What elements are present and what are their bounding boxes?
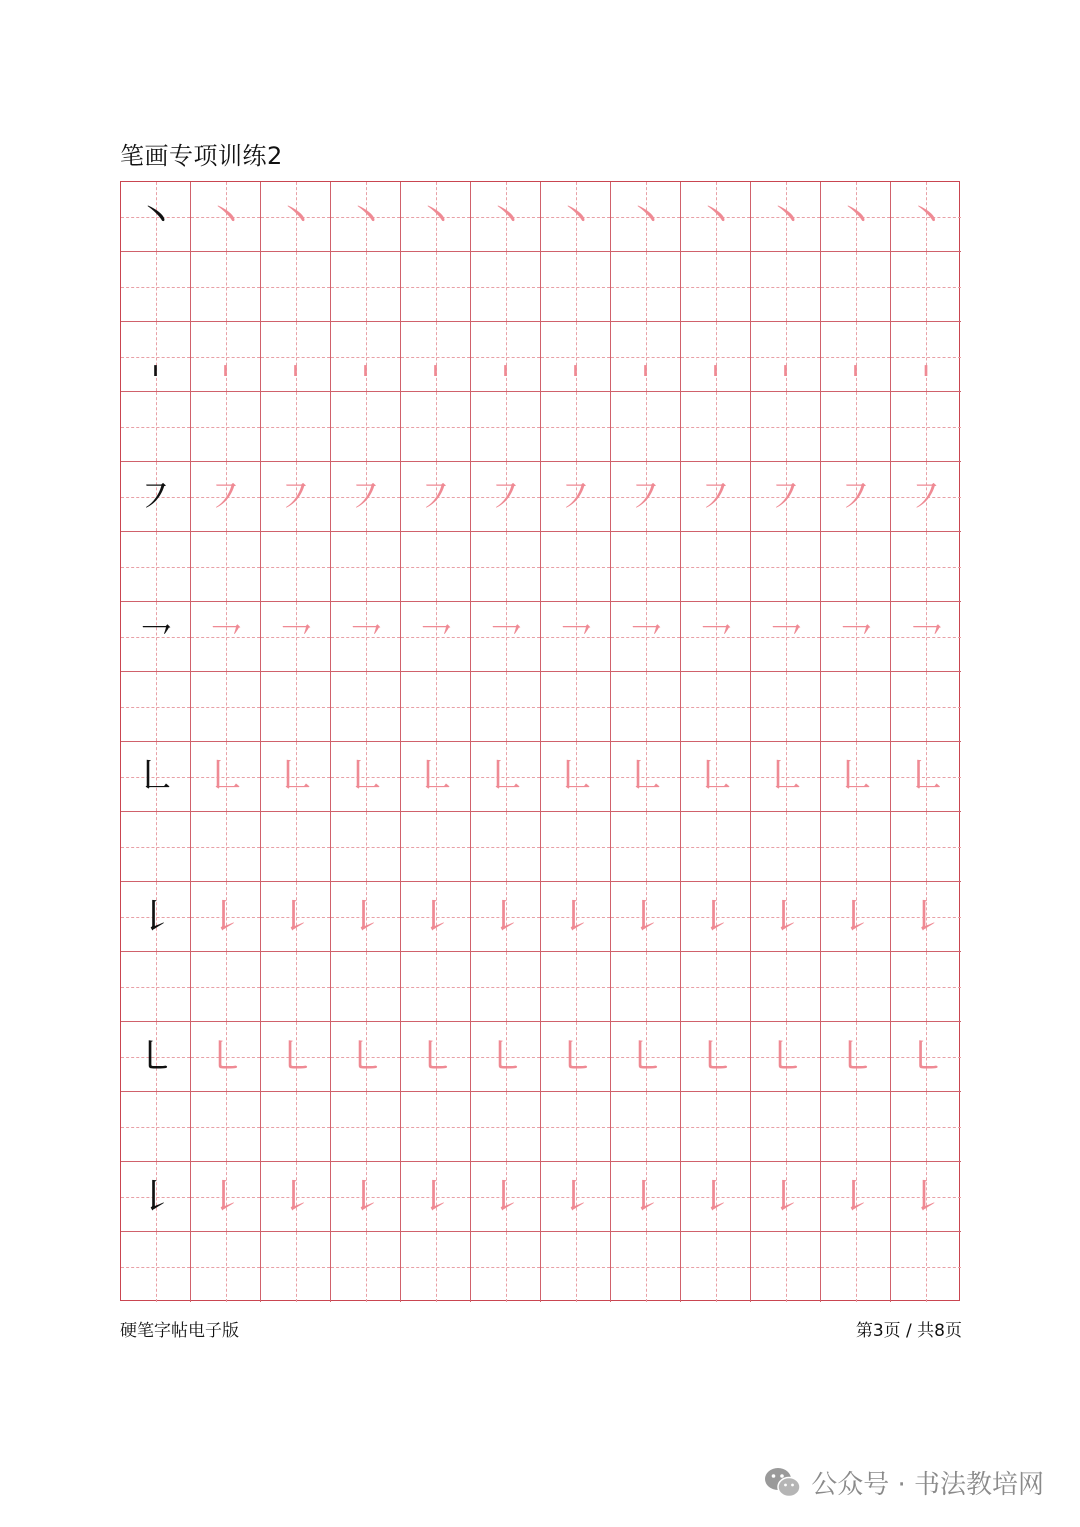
grid-cell <box>471 322 541 392</box>
grid-cell <box>401 602 471 672</box>
grid-cell <box>261 812 331 882</box>
trace-stroke: ㇗ <box>555 753 596 800</box>
trace-stroke: ㇇ <box>205 473 246 520</box>
trace-stroke: ㇔ <box>345 193 386 240</box>
grid-cell <box>751 952 821 1022</box>
grid-cell <box>191 882 261 952</box>
trace-stroke: ˌ <box>570 333 581 380</box>
grid-cell <box>611 1162 681 1232</box>
grid-cell <box>401 672 471 742</box>
grid-cell <box>821 392 891 462</box>
trace-stroke: ㇔ <box>415 193 456 240</box>
grid-cell <box>331 532 401 602</box>
grid-cell <box>891 882 961 952</box>
trace-stroke: ㇇ <box>275 473 316 520</box>
grid-cell <box>191 392 261 462</box>
model-stroke: ㇄ <box>135 1033 176 1080</box>
grid-cell <box>121 1162 191 1232</box>
trace-stroke: ˌ <box>360 333 371 380</box>
page-number: 第3页 / 共8页 <box>855 1321 962 1341</box>
grid-cell <box>121 1022 191 1092</box>
grid-cell <box>471 1162 541 1232</box>
trace-stroke: ㇖ <box>765 613 806 660</box>
grid-cell <box>751 322 821 392</box>
grid-cell <box>191 1022 261 1092</box>
grid-cell <box>751 742 821 812</box>
grid-cell <box>541 532 611 602</box>
grid-cell <box>471 252 541 322</box>
trace-stroke: ㇇ <box>345 473 386 520</box>
grid-cell <box>401 1232 471 1302</box>
trace-stroke: ㇙ <box>625 1173 666 1220</box>
grid-cell <box>121 812 191 882</box>
trace-stroke: ㇙ <box>906 893 946 940</box>
grid-cell <box>121 322 191 392</box>
grid-cell <box>891 532 961 602</box>
trace-stroke: ㇄ <box>695 1033 736 1080</box>
grid-cell <box>401 952 471 1022</box>
grid-cell <box>611 182 681 252</box>
trace-stroke: ㇗ <box>275 753 316 800</box>
trace-stroke: ㇔ <box>835 193 876 240</box>
grid-cell <box>611 1092 681 1162</box>
trace-stroke: ㇗ <box>695 753 736 800</box>
grid-cell <box>331 882 401 952</box>
grid-cell <box>541 1162 611 1232</box>
grid-cell <box>821 672 891 742</box>
grid-cell <box>541 882 611 952</box>
grid-cell <box>261 882 331 952</box>
grid-cell <box>541 252 611 322</box>
grid-cell <box>121 952 191 1022</box>
grid-cell <box>261 1092 331 1162</box>
grid-cell <box>541 392 611 462</box>
grid-cell <box>401 392 471 462</box>
grid-cell <box>681 602 751 672</box>
grid-cell <box>261 532 331 602</box>
trace-stroke: ˌ <box>710 333 721 380</box>
grid-cell <box>681 462 751 532</box>
grid-cell <box>611 1232 681 1302</box>
grid-cell <box>891 462 961 532</box>
grid-cell <box>541 462 611 532</box>
trace-stroke: ㇇ <box>765 473 806 520</box>
grid-cell <box>541 322 611 392</box>
trace-stroke: ㇄ <box>275 1033 316 1080</box>
trace-stroke: ㇖ <box>906 613 946 660</box>
grid-cell <box>261 322 331 392</box>
grid-cell <box>751 1092 821 1162</box>
grid-cell <box>331 812 401 882</box>
watermark-text: 公众号 · 书法教培网 <box>811 1470 1044 1500</box>
grid-cell <box>121 672 191 742</box>
model-stroke: ㇙ <box>135 1173 176 1220</box>
grid-cell <box>121 1232 191 1302</box>
grid-cell <box>541 182 611 252</box>
trace-stroke: ㇔ <box>275 193 316 240</box>
trace-stroke: ㇄ <box>485 1033 526 1080</box>
grid-cell <box>751 532 821 602</box>
grid-cell <box>821 812 891 882</box>
grid-cell <box>121 532 191 602</box>
grid-cell <box>401 322 471 392</box>
trace-stroke: ㇇ <box>906 473 946 520</box>
trace-stroke: ㇗ <box>415 753 456 800</box>
grid-cell <box>401 462 471 532</box>
grid-cell <box>891 812 961 882</box>
trace-stroke: ㇇ <box>835 473 876 520</box>
grid-cell <box>471 812 541 882</box>
trace-stroke: ㇙ <box>345 1173 386 1220</box>
grid-cell <box>611 322 681 392</box>
trace-stroke: ㇖ <box>415 613 456 660</box>
grid-cell <box>191 742 261 812</box>
grid-cell <box>191 252 261 322</box>
grid-cell <box>611 1022 681 1092</box>
trace-stroke: ㇄ <box>765 1033 806 1080</box>
model-stroke: ㇇ <box>135 473 176 520</box>
grid-cell <box>821 1092 891 1162</box>
trace-stroke: ㇙ <box>765 893 806 940</box>
grid-cell <box>751 672 821 742</box>
grid-cell <box>471 882 541 952</box>
trace-stroke: ㇗ <box>205 753 246 800</box>
grid-cell <box>821 1022 891 1092</box>
grid-cell <box>401 812 471 882</box>
grid-cell <box>331 182 401 252</box>
trace-stroke: ㇔ <box>906 193 946 240</box>
grid-cell <box>261 672 331 742</box>
trace-stroke: ㇇ <box>415 473 456 520</box>
grid-cell <box>401 1162 471 1232</box>
grid-cell <box>751 182 821 252</box>
grid-cell <box>331 742 401 812</box>
grid-cell <box>821 1232 891 1302</box>
grid-cell <box>541 1022 611 1092</box>
grid-cell <box>401 742 471 812</box>
grid-cell <box>471 1022 541 1092</box>
trace-stroke: ㇇ <box>695 473 736 520</box>
trace-stroke: ㇙ <box>275 1173 316 1220</box>
trace-stroke: ˌ <box>850 333 861 380</box>
trace-stroke: ㇖ <box>345 613 386 660</box>
grid-cell <box>261 1022 331 1092</box>
trace-stroke: ㇄ <box>205 1033 246 1080</box>
grid-cell <box>891 672 961 742</box>
grid-cell <box>191 182 261 252</box>
grid-cell <box>821 182 891 252</box>
grid-cell <box>751 252 821 322</box>
grid-cell <box>611 882 681 952</box>
grid-cell <box>821 882 891 952</box>
grid-cell <box>681 252 751 322</box>
trace-stroke: ˌ <box>220 333 231 380</box>
grid-cell <box>611 602 681 672</box>
trace-stroke: ㇖ <box>625 613 666 660</box>
grid-cell <box>541 742 611 812</box>
grid-cell <box>611 392 681 462</box>
grid-cell <box>191 1232 261 1302</box>
trace-stroke: ㇖ <box>205 613 246 660</box>
grid-cell <box>751 1232 821 1302</box>
trace-stroke: ㇗ <box>345 753 386 800</box>
page-title: 笔画专项训练2 <box>120 142 283 170</box>
trace-stroke: ㇙ <box>765 1173 806 1220</box>
grid-cell <box>191 1092 261 1162</box>
trace-stroke: ㇔ <box>625 193 666 240</box>
grid-cell <box>191 462 261 532</box>
trace-stroke: ㇙ <box>415 893 456 940</box>
grid-cell <box>541 1232 611 1302</box>
grid-cell <box>331 252 401 322</box>
grid-cell <box>681 1232 751 1302</box>
model-stroke: ㇖ <box>135 613 176 660</box>
grid-cell <box>401 532 471 602</box>
grid-cell <box>891 322 961 392</box>
trace-stroke: ㇖ <box>695 613 736 660</box>
grid-cell <box>471 392 541 462</box>
grid-cell <box>261 602 331 672</box>
model-stroke: ˌ <box>150 333 161 380</box>
grid-cell <box>541 952 611 1022</box>
grid-cell <box>681 882 751 952</box>
footer-title: 硬笔字帖电子版 <box>120 1321 239 1341</box>
trace-stroke: ㇖ <box>485 613 526 660</box>
grid-cell <box>541 602 611 672</box>
trace-stroke: ㇙ <box>695 893 736 940</box>
grid-cell <box>681 672 751 742</box>
trace-stroke: ㇖ <box>555 613 596 660</box>
grid-cell <box>541 812 611 882</box>
grid-cell <box>891 252 961 322</box>
trace-stroke: ㇇ <box>485 473 526 520</box>
grid-cell <box>191 532 261 602</box>
trace-stroke: ㇙ <box>345 893 386 940</box>
trace-stroke: ㇔ <box>555 193 596 240</box>
grid-cell <box>471 1092 541 1162</box>
grid-cell <box>121 252 191 322</box>
grid-cell <box>751 392 821 462</box>
grid-cell <box>681 532 751 602</box>
grid-cell <box>261 1162 331 1232</box>
grid-cell <box>191 1162 261 1232</box>
trace-stroke: ㇄ <box>625 1033 666 1080</box>
trace-stroke: ㇙ <box>555 1173 596 1220</box>
grid-cell <box>611 742 681 812</box>
grid-cell <box>331 1022 401 1092</box>
grid-cell <box>331 1232 401 1302</box>
grid-cell <box>891 952 961 1022</box>
grid-cell <box>611 462 681 532</box>
grid-cell <box>331 392 401 462</box>
grid-cell <box>891 1162 961 1232</box>
trace-stroke: ˌ <box>780 333 791 380</box>
grid-cell <box>191 952 261 1022</box>
grid-cell <box>821 322 891 392</box>
trace-stroke: ㇄ <box>345 1033 386 1080</box>
grid-cell <box>681 742 751 812</box>
trace-stroke: ㇙ <box>695 1173 736 1220</box>
grid-cell <box>821 532 891 602</box>
grid-cell <box>681 952 751 1022</box>
trace-stroke: ㇇ <box>555 473 596 520</box>
grid-cell <box>751 1022 821 1092</box>
grid-cell <box>471 602 541 672</box>
grid-cell <box>401 882 471 952</box>
watermark <box>763 1464 1044 1501</box>
grid-cell <box>681 1092 751 1162</box>
trace-stroke: ㇙ <box>835 893 876 940</box>
trace-stroke: ㇖ <box>835 613 876 660</box>
trace-stroke: ㇔ <box>205 193 246 240</box>
trace-stroke: ㇙ <box>835 1173 876 1220</box>
grid-cell <box>821 952 891 1022</box>
grid-cell <box>331 322 401 392</box>
grid-cell <box>471 462 541 532</box>
grid-cell <box>261 252 331 322</box>
trace-stroke: ㇗ <box>835 753 876 800</box>
grid-cell <box>891 182 961 252</box>
trace-stroke: ㇙ <box>906 1173 946 1220</box>
trace-stroke: ㇙ <box>485 893 526 940</box>
grid-cell <box>471 532 541 602</box>
trace-stroke: ㇙ <box>205 893 246 940</box>
grid-cell <box>821 1162 891 1232</box>
grid-cell <box>261 742 331 812</box>
grid-cell <box>611 812 681 882</box>
grid-cell <box>121 602 191 672</box>
trace-stroke: ㇙ <box>205 1173 246 1220</box>
grid-cell <box>611 532 681 602</box>
grid-cell <box>891 742 961 812</box>
grid-cell <box>121 882 191 952</box>
grid-cell <box>821 252 891 322</box>
grid-cell <box>541 672 611 742</box>
grid-cell <box>821 742 891 812</box>
grid-cell <box>471 1232 541 1302</box>
trace-stroke: ㇔ <box>485 193 526 240</box>
trace-stroke: ㇙ <box>555 893 596 940</box>
trace-stroke: ㇄ <box>906 1033 946 1080</box>
grid-cell <box>121 742 191 812</box>
grid-cell <box>751 1162 821 1232</box>
trace-stroke: ㇔ <box>695 193 736 240</box>
wechat-icon <box>763 1466 803 1500</box>
grid-cell <box>261 462 331 532</box>
grid-cell <box>681 812 751 882</box>
trace-stroke: ㇗ <box>485 753 526 800</box>
model-stroke: ㇙ <box>135 893 176 940</box>
grid-cell <box>681 1022 751 1092</box>
grid-cell <box>471 182 541 252</box>
trace-stroke: ㇙ <box>275 893 316 940</box>
trace-stroke: ㇙ <box>625 893 666 940</box>
grid-cell <box>751 812 821 882</box>
grid-cell <box>331 1162 401 1232</box>
grid-cell <box>891 1092 961 1162</box>
model-stroke: ㇗ <box>135 753 176 800</box>
trace-stroke: ㇄ <box>835 1033 876 1080</box>
trace-stroke: ㇄ <box>555 1033 596 1080</box>
grid-cell <box>891 1022 961 1092</box>
trace-stroke: ˌ <box>290 333 301 380</box>
grid-cell <box>261 952 331 1022</box>
grid-cell <box>331 1092 401 1162</box>
trace-stroke: ㇙ <box>485 1173 526 1220</box>
trace-stroke: ㇗ <box>625 753 666 800</box>
grid-cell <box>611 252 681 322</box>
grid-cell <box>261 1232 331 1302</box>
grid-cell <box>401 182 471 252</box>
grid-cell <box>751 462 821 532</box>
grid-cell <box>121 182 191 252</box>
grid-cell <box>331 672 401 742</box>
grid-cell <box>681 1162 751 1232</box>
grid-cell <box>821 602 891 672</box>
grid-cell <box>751 602 821 672</box>
grid-cell <box>611 952 681 1022</box>
grid-cell <box>681 392 751 462</box>
grid-cell <box>891 602 961 672</box>
grid-cell <box>331 462 401 532</box>
grid-cell <box>331 952 401 1022</box>
trace-stroke: ˌ <box>500 333 511 380</box>
grid-cell <box>191 812 261 882</box>
grid-cell <box>191 602 261 672</box>
grid-cell <box>471 672 541 742</box>
grid-cell <box>261 392 331 462</box>
grid-cell <box>821 462 891 532</box>
trace-stroke: ㇗ <box>765 753 806 800</box>
trace-stroke: ㇗ <box>906 753 946 800</box>
trace-stroke: ˌ <box>430 333 441 380</box>
grid-cell <box>401 1092 471 1162</box>
grid-cell <box>611 672 681 742</box>
grid-cell <box>891 392 961 462</box>
grid-cell <box>751 882 821 952</box>
grid-cell <box>401 252 471 322</box>
grid-cell <box>401 1022 471 1092</box>
grid-cell <box>681 322 751 392</box>
grid-cell <box>261 182 331 252</box>
grid-cell <box>471 952 541 1022</box>
grid-cell <box>121 462 191 532</box>
trace-stroke: ˌ <box>920 333 932 380</box>
trace-stroke: ㇙ <box>415 1173 456 1220</box>
practice-grid <box>120 181 960 1301</box>
trace-stroke: ㇖ <box>275 613 316 660</box>
grid-cell <box>191 322 261 392</box>
grid-cell <box>541 1092 611 1162</box>
trace-stroke: ㇔ <box>765 193 806 240</box>
grid-cell <box>891 1232 961 1302</box>
grid-cell <box>331 602 401 672</box>
model-stroke: ㇔ <box>135 193 176 240</box>
grid-cell <box>471 742 541 812</box>
grid-cell <box>191 672 261 742</box>
grid-cell <box>121 1092 191 1162</box>
trace-stroke: ˌ <box>640 333 651 380</box>
grid-cell <box>121 392 191 462</box>
trace-stroke: ㇄ <box>415 1033 456 1080</box>
trace-stroke: ㇇ <box>625 473 666 520</box>
grid-cell <box>681 182 751 252</box>
